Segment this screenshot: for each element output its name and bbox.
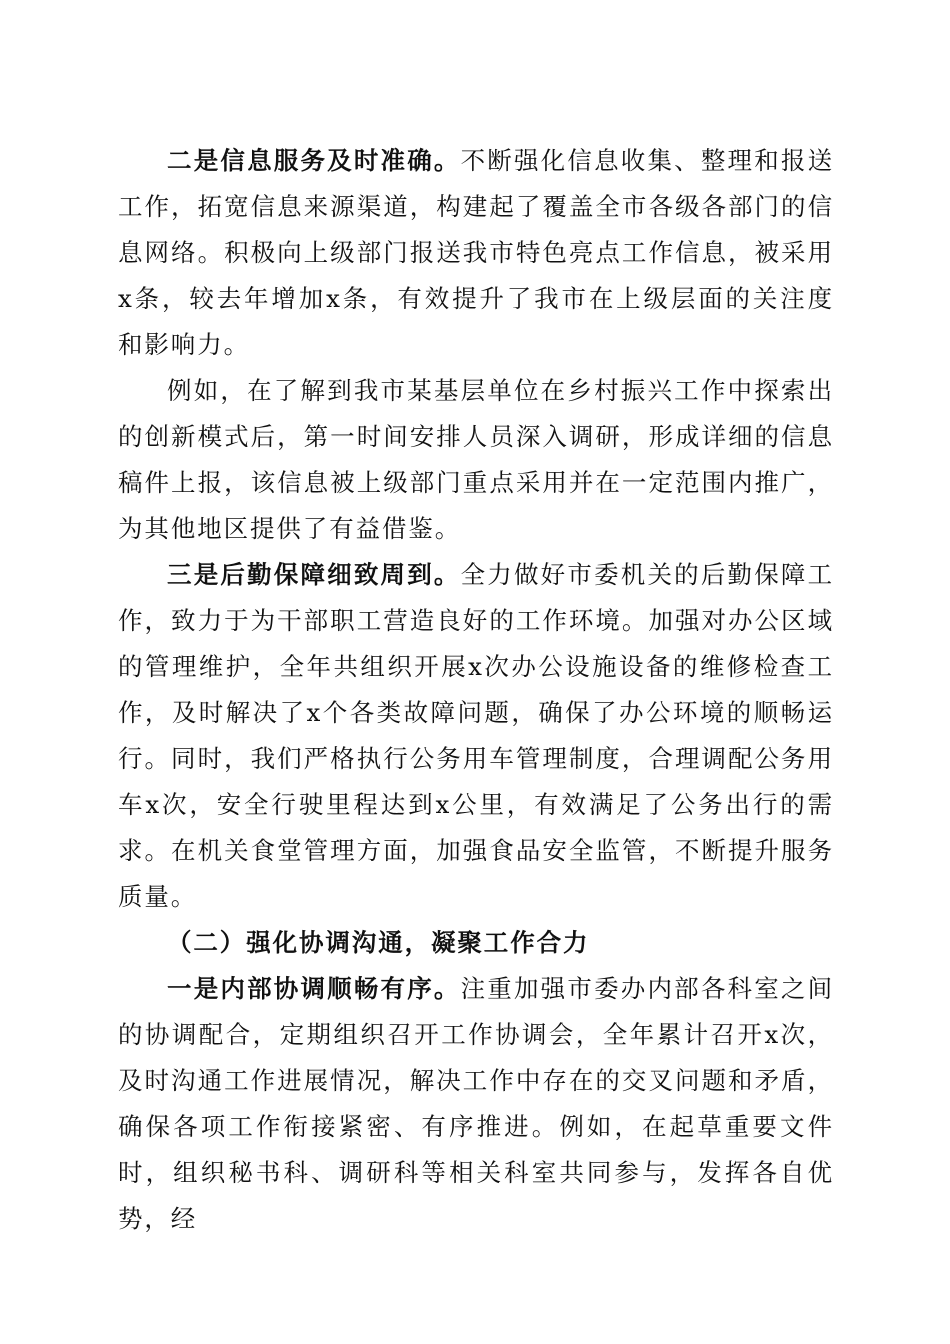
paragraph-lead: 二是信息服务及时准确。	[167, 146, 461, 175]
paragraph-text: 不断强化信息收集、整理和报送工作，拓宽信息来源渠道，构建起了覆盖全市各级各部门的信息网络。积极向上级部门报送我市特色亮点工作信息，被采用x条，较去年增加x条，有效提升了我市在上级层面的关注度和影响力。	[118, 146, 834, 359]
paragraph-example	[118, 368, 834, 552]
document-body	[118, 138, 834, 1242]
paragraph-text: 例如，在了解到我市某基层单位在乡村振兴工作中探索出的创新模式后，第一时间安排人员深入调研，形成详细的信息稿件上报，该信息被上级部门重点采用并在一定范围内推广，为其他地区提供了有益借鉴。	[118, 376, 834, 543]
paragraph-lead: 一是内部协调顺畅有序。	[167, 974, 461, 1003]
paragraph-info-service	[118, 138, 834, 368]
paragraph-internal-coordination	[118, 966, 834, 1242]
paragraph-lead: 三是后勤保障细致周到。	[167, 560, 461, 589]
paragraph-logistics	[118, 552, 834, 920]
section-heading: （二）强化协调沟通，凝聚工作合力	[167, 928, 590, 957]
paragraph-text: 注重加强市委办内部各科室之间的协调配合，定期组织召开工作协调会，全年累计召开x次，及时沟通工作进展情况，解决工作中存在的交叉问题和矛盾，确保各项工作衔接紧密、有序推进。例如，在起草重要文件时，组织秘书科、调研科等相关科室共同参与，发挥各自优势，经	[118, 974, 834, 1233]
paragraph-text: 全力做好市委机关的后勤保障工作，致力于为干部职工营造良好的工作环境。加强对办公区域的管理维护，全年共组织开展x次办公设施设备的维修检查工作，及时解决了x个各类故障问题，确保了办公环境的顺畅运行。同时，我们严格执行公务用车管理制度，合理调配公务用车x次，安全行驶里程达到x公里，有效满足了公务出行的需求。在机关食堂管理方面，加强食品安全监管，不断提升服务质量。	[118, 560, 834, 911]
